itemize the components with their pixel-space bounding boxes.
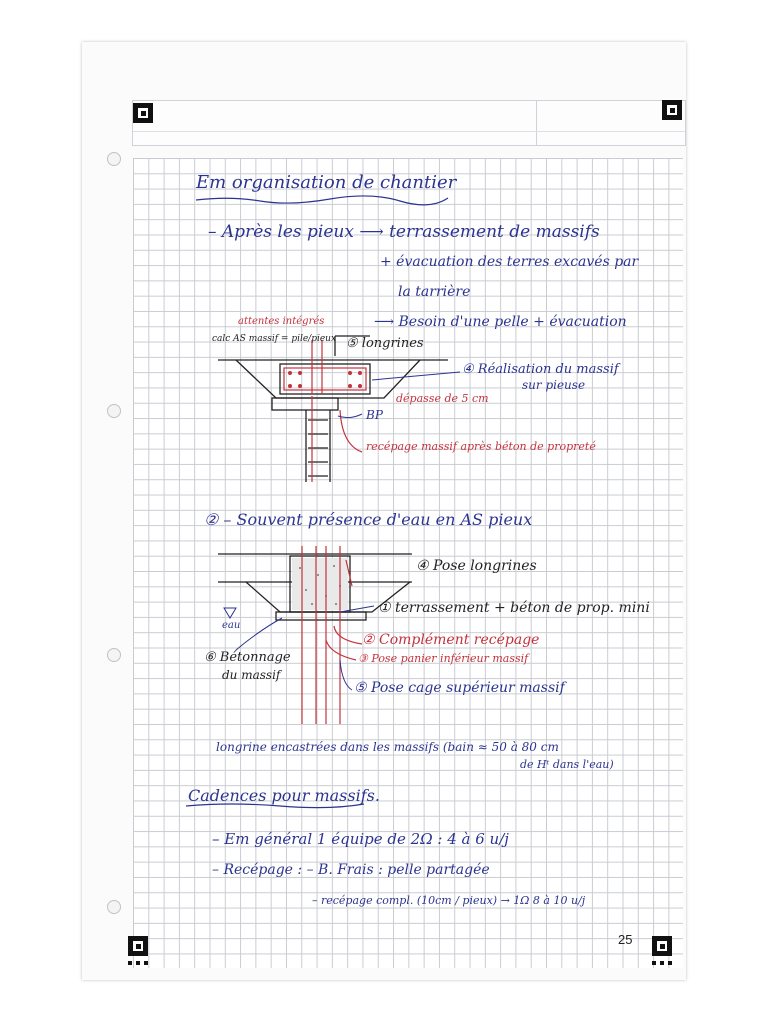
section3-line2: – Recépage : – B. Frais : pelle partagée bbox=[212, 862, 490, 878]
label-pose-longrines: ④ Pose longrines bbox=[416, 558, 537, 574]
label-cage: ⑤ Pose cage supérieur massif bbox=[354, 680, 565, 696]
label-eau: eau bbox=[222, 620, 241, 631]
page-title: Em organisation de chantier bbox=[196, 172, 457, 193]
label-betonnage-2: du massif bbox=[222, 668, 281, 682]
label-bp: BP bbox=[366, 408, 383, 422]
section3-line3: – recépage compl. (10cm / pieux) → 1Ω 8 à 10 u/j bbox=[312, 894, 586, 907]
label-calc: calc AS massif = pile/pieux bbox=[212, 334, 337, 344]
page-number: 25 bbox=[618, 932, 633, 947]
section3-heading: Cadences pour massifs. bbox=[188, 786, 380, 805]
section1-line1: – Après les pieux ⟶ terrassement de massifs bbox=[208, 222, 600, 242]
section1-line3: la tarrière bbox=[398, 284, 471, 300]
label-betonnage: ⑥ Bétonnage bbox=[204, 650, 291, 665]
label-realisation-2: sur pieuse bbox=[522, 378, 586, 392]
label-attentes: attentes intégrés bbox=[238, 316, 325, 327]
label-longrines: ⑤ longrines bbox=[346, 336, 424, 351]
label-panier: ③ Pose panier inférieur massif bbox=[358, 652, 529, 665]
label-realisation: ④ Réalisation du massif bbox=[462, 362, 619, 377]
section3-line1: – Em général 1 équipe de 2Ω : 4 à 6 u/j bbox=[212, 830, 509, 848]
label-complement: ② Complément recépage bbox=[362, 632, 540, 648]
section2-heading: ② – Souvent présence d'eau en AS pieux bbox=[204, 510, 533, 529]
label-recepage: recépage massif après béton de propreté bbox=[366, 440, 596, 453]
label-depasse: dépasse de 5 cm bbox=[396, 392, 489, 405]
section1-line2: + évacuation des terres excavés par bbox=[380, 254, 639, 270]
section2-note2: de Hᵗ dans l'eau) bbox=[520, 758, 614, 771]
label-terrassement: ① terrassement + béton de prop. mini bbox=[378, 600, 650, 616]
section2-note1: longrine encastrées dans les massifs (bain ≈ 50 à 80 cm bbox=[216, 740, 559, 754]
section1-line4: ⟶ Besoin d'une pelle + évacuation bbox=[374, 314, 627, 330]
